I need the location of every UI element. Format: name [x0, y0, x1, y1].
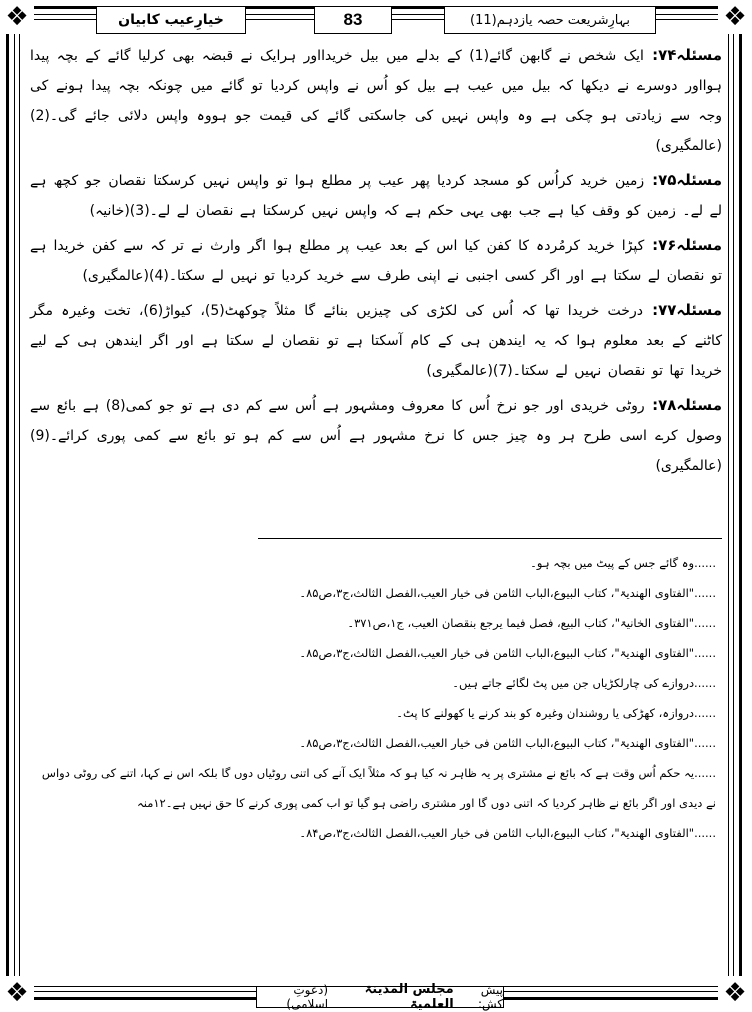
footnotes: [30, 548, 716, 848]
masala-paragraph: [30, 295, 722, 386]
footnote: ......"الفتاوی الھندیۃ"، کتاب البیوع،الباب الثامن فی خیار العیب،الفصل الثالث،ج۳،ص۸۵۔: [299, 586, 716, 600]
corner-ornament-icon: ❖: [718, 0, 752, 34]
masala-label: مسئلہ۷۷:: [652, 301, 722, 319]
book-title: بہارِشریعت حصہ یازدہم(11): [444, 6, 656, 34]
masala-paragraph: [30, 165, 722, 226]
footnote: ......"الفتاوی الھندیۃ"، کتاب البیوع،الباب الثامن فی خیار العیب،الفصل الثالث،ج۳،ص۸۵۔: [299, 646, 716, 660]
footer-org: (دعوتِ اسلامی): [286, 983, 329, 1011]
masala-text: روٹی خریدی اور جو نرخ اُس کا معروف ومشہور ہے اُس سے کم دی ہے تو جو کمی(8) ہے بائع سے وصول کرے اسی طرح ہر وہ چیز جس کا نرخ مشہور ہے اُس سے کم ہو تو بائع سے کمی پوری کرائے۔(9)(عالمگیری): [30, 398, 722, 474]
footnote: ......"الفتاوی الخانیۃ"، کتاب البیع، فصل فیما یرجع بنقصان العیب، ج۱،ص۳۷۱۔: [347, 616, 716, 630]
masala-paragraph: [30, 40, 722, 161]
footnote-divider: [258, 538, 722, 539]
main-content: [30, 40, 722, 485]
page-header: [96, 6, 656, 36]
masala-label: مسئلہ۷۶:: [652, 236, 722, 254]
masala-label: مسئلہ۷۸:: [652, 396, 722, 414]
masala-text: کپڑا خرید کرمُردہ کا کفن کیا اس کے بعد عیب پر مطلع ہوا اگر وارث نے تر کہ سے کفن خریدا ہے تو نقصان لے سکتا ہے اور اگر کسی اجنبی نے اپنی طرف سے خرید کردیا تو نہیں لے سکتا۔(4)(عالمگیری): [30, 238, 722, 284]
masala-text: درخت خریدا تھا کہ اُس کی لکڑی کی چیزیں بنائے گا مثلاً چوکھٹ(5)، کیواڑ(6)، تخت وغیرہ مگر کاٹنے کے بعد معلوم ہوا کہ یہ ایندھن ہی کے کام آسکتا ہے تو نقصان لے سکتا ہے اور اگر ایندھن ہی کے لیے خریدا تھا تو نقصان نہیں لے سکتا۔(7)(عالمگیری): [30, 303, 722, 379]
page-footer: [256, 982, 504, 1012]
footnote: ......وہ گائے جس کے پیٹ میں بچہ ہو۔: [530, 556, 716, 570]
footnote: ......"الفتاوی الھندیۃ"، کتاب البیوع،الباب الثامن فی خیار العیب،الفصل الثالث،ج۳،ص۸۴۔: [299, 826, 716, 840]
footnote: ......دروازہ، کھڑکی یا روشندان وغیرہ کو بند کرنے یا کھولنے کا پٹ۔: [396, 706, 716, 720]
masala-paragraph: [30, 230, 722, 291]
corner-ornament-icon: ❖: [0, 976, 34, 1010]
masala-text: ایک شخص نے گابھن گائے(1) کے بدلے میں بیل خریدااور ہرایک نے قبضہ بھی کرلیا گائے کے بچہ پیدا ہوااور دوسرے نے دیکھا کہ بیل میں عیب ہے بیل کو اُس نے واپس کردیا تو گائے میں چونکہ بچہ پیدا ہونے کی وجہ سے زیادتی ہو چکی ہے وہ واپس نہیں کی جاسکتی گائے کی قیمت جو ہووہ واپس دلائی جائے گی۔(2)(عالمگیری): [30, 48, 722, 154]
footnote: ......"الفتاوی الھندیۃ"، کتاب البیوع،الباب الثامن فی خیار العیب،الفصل الثالث،ج۳،ص۸۵۔: [299, 736, 716, 750]
footnote: ......دروازے کی چارلکڑیاں جن میں پٹ لگائے جاتے ہیں۔: [452, 676, 716, 690]
masala-label: مسئلہ۷۴:: [652, 46, 722, 64]
footer-publisher: مجلس المدینۃ العلمیۃ: [364, 982, 454, 1012]
masala-text: زمین خرید کراُس کو مسجد کردیا پھر عیب پر مطلع ہوا تو واپس نہیں کرسکتا نقصان جو کچھ ہے لے لے۔ زمین کو وقف کیا ہے جب بھی یہی حکم ہے کہ واپس نہیں کرسکتا ہے نقصان لے لے۔(3)(خانیہ): [30, 173, 722, 219]
masala-paragraph: [30, 390, 722, 481]
chapter-title: خیارِعیب کابیان: [96, 6, 246, 34]
corner-ornament-icon: ❖: [718, 976, 752, 1010]
footnote: ......یہ حکم اُس وقت ہے کہ بائع نے مشتری پر یہ ظاہر نہ کیا ہو کہ مثلاً ایک آنے کی اتنی روٹیاں دوں گا بلکہ اس نے کہا، اتنے کی روٹی دواس نے دیدی اور اگر بائع نے ظاہر کردیا کہ اتنی دوں گا اور مشتری راضی ہو گیا تو اب کمی پوری کرنے کا حق نہیں ہے۔۱۲منہ: [41, 766, 716, 810]
page-number: 83: [314, 6, 392, 34]
masala-label: مسئلہ۷۵:: [652, 171, 722, 189]
corner-ornament-icon: ❖: [0, 0, 34, 34]
footer-presenter: پیش کش:: [477, 983, 503, 1011]
